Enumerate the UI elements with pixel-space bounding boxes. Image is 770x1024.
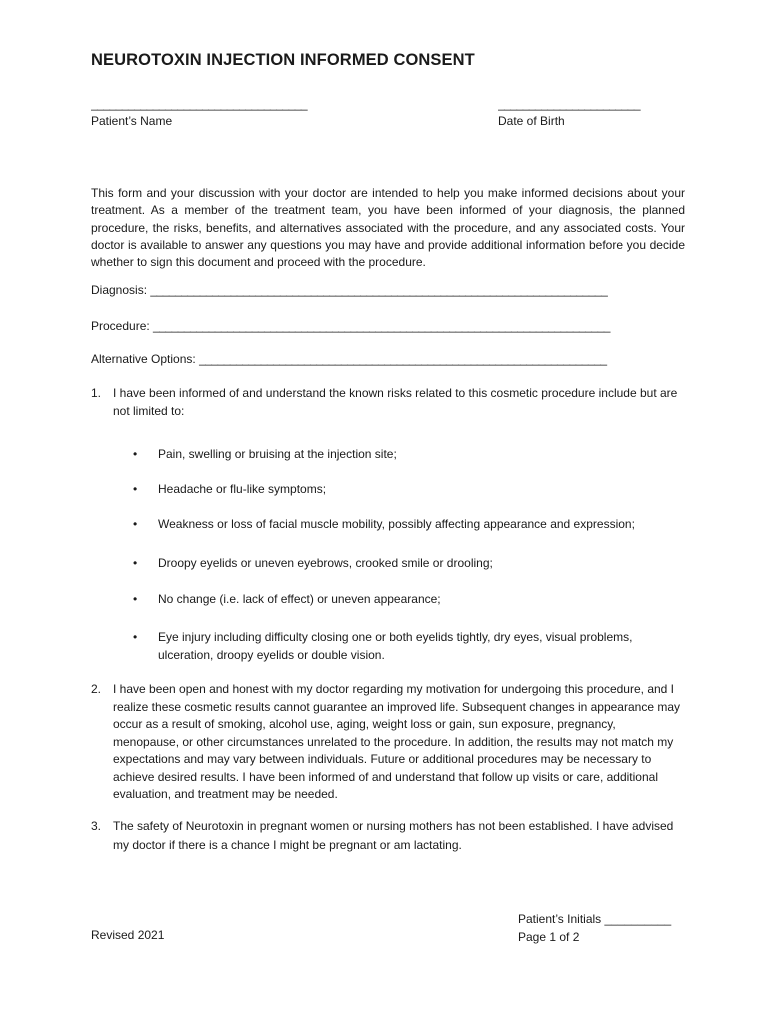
numbered-item-2: [91, 681, 685, 805]
numbered-item-3: [91, 817, 685, 857]
risk-text: Eye injury including difficulty closing one or both eyelids tightly, dry eyes, visual problems, ulceration, droopy eyelids or double vision.: [158, 630, 633, 662]
item-text: I have been open and honest with my doctor regarding my motivation for undergoing this procedure, and I realize these cosmetic results cannot guarantee an improved life. Subsequent changes in appearance may occur as a result of smoking, alcohol use, aging, weight loss or gain, sun exposure, pregnancy, menopause, or other circumstances unrelated to the procedure. In addition, the results may not match my expectations and may vary between individuals. Future or additional procedures may be necessary to achieve desired results. I have been informed of and understand that follow up visits or care, additional evaluation, and treatment may be needed.: [113, 682, 681, 801]
risk-text: Weakness or loss of facial muscle mobility, possibly affecting appearance and expression;: [158, 517, 635, 531]
bullet-icon: •: [133, 517, 138, 531]
bullet-icon: •: [133, 482, 138, 496]
procedure-label: Procedure:: [91, 319, 150, 333]
bullet-icon: •: [133, 556, 138, 570]
diagnosis-label: Diagnosis:: [91, 283, 148, 297]
risk-text: Headache or flu-like symptoms;: [158, 482, 327, 496]
procedure-field[interactable]: __________________________________________________________________________: [153, 319, 610, 333]
bullet-icon: •: [133, 592, 138, 606]
bullet-icon: •: [133, 447, 138, 461]
item-text: I have been informed of and understand the known risks related to this cosmetic procedure include but are not limited to:: [113, 386, 678, 418]
date-of-birth-label: Date of Birth: [498, 114, 565, 128]
risk-text: No change (i.e. lack of effect) or uneven appearance;: [158, 592, 441, 606]
item-number: 3.: [91, 819, 102, 833]
risk-text: Droopy eyelids or uneven eyebrows, crooked smile or drooling;: [158, 556, 493, 570]
item-text: The safety of Neurotoxin in pregnant women or nursing mothers has not been established. I have advised my doctor if there is a chance I might be pregnant or am lactating.: [113, 819, 674, 852]
numbered-item-1: [91, 385, 685, 421]
alternatives-label: Alternative Options:: [91, 352, 196, 366]
document-title: NEUROTOXIN INJECTION INFORMED CONSENT: [91, 51, 475, 69]
procedure-row: [91, 319, 610, 333]
revision-note: Revised 2021: [91, 928, 165, 942]
alternatives-field[interactable]: __________________________________________________________________: [199, 352, 607, 366]
risk-text: Pain, swelling or bruising at the injection site;: [158, 447, 397, 461]
bullet-icon: •: [133, 630, 138, 644]
item-number: 2.: [91, 682, 102, 696]
patient-name-label: Patient’s Name: [91, 114, 173, 128]
diagnosis-row: [91, 283, 607, 297]
diagnosis-field[interactable]: __________________________________________________________________________: [150, 283, 608, 297]
alternatives-row: [91, 352, 607, 366]
date-of-birth-field[interactable]: _______________________: [498, 97, 640, 111]
intro-paragraph: This form and your discussion with your doctor are intended to help you make informed decisions about your treatment. As a member of the treatment team, you have been informed of your diagnosis, the planned procedure, the risks, benefits, and alternatives associated with the procedure, and any associated costs. Your doctor is available to answer any questions you may have and provide additional information before you decide whether to sign this document and proceed with the procedure.: [91, 186, 685, 270]
item-number: 1.: [91, 386, 102, 400]
patient-name-field[interactable]: ___________________________________: [91, 97, 308, 111]
patient-initials-field[interactable]: Patient’s Initials __________: [518, 912, 672, 926]
footer-right: [518, 911, 671, 946]
page-number: Page 1 of 2: [518, 929, 580, 944]
